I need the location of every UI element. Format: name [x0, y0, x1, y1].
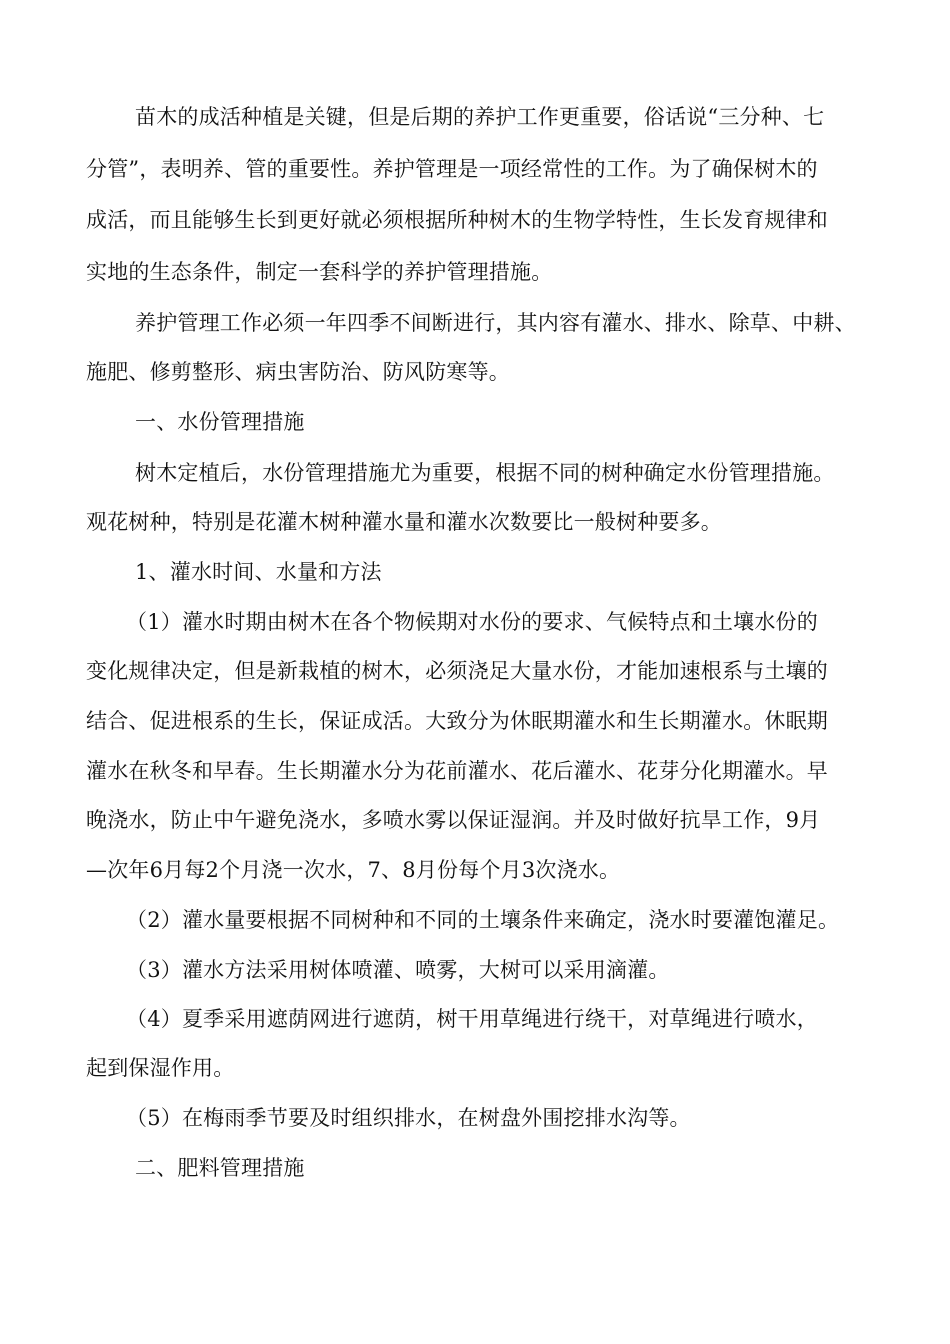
intro-line-3: 成活，而且能够生长到更好就必须根据所种树木的生物学特性，生长发育规律和 — [86, 208, 828, 232]
scope-line-2: 施肥、修剪整形、病虫害防治、防风防寒等。 — [86, 360, 510, 384]
section-1-heading: 一、水份管理措施 — [135, 410, 305, 434]
subsection-1-heading: 1、灌水时间、水量和方法 — [135, 560, 382, 584]
item-1-line-5: 晚浇水，防止中午避免浇水，多喷水雾以保证湿润。并及时做好抗旱工作，9月 — [86, 808, 821, 832]
section-2-heading: 二、肥料管理措施 — [135, 1156, 305, 1180]
intro-line-2: 分管”，表明养、管的重要性。养护管理是一项经常性的工作。为了确保树木的 — [86, 157, 818, 181]
item-1-line-3: 结合、促进根系的生长，保证成活。大致分为休眠期灌水和生长期灌水。休眠期 — [86, 709, 828, 733]
intro-line-1: 苗木的成活种植是关键，但是后期的养护工作更重要，俗话说“三分种、七 — [135, 105, 825, 129]
item-1-line-1: （1）灌水时期由树木在各个物候期对水份的要求、气候特点和土壤水份的 — [126, 610, 818, 634]
water-mgmt-line-1: 树木定植后，水份管理措施尤为重要，根据不同的树种确定水份管理措施。 — [135, 461, 835, 485]
water-mgmt-line-2: 观花树种，特别是花灌木树种灌水量和灌水次数要比一般树种要多。 — [86, 510, 722, 534]
item-1-line-4: 灌水在秋冬和早春。生长期灌水分为花前灌水、花后灌水、花芽分化期灌水。早 — [86, 759, 828, 783]
scope-line-1: 养护管理工作必须一年四季不间断进行，其内容有灌水、排水、除草、中耕、 — [135, 311, 856, 335]
item-3-line-1: （3）灌水方法采用树体喷灌、喷雾，大树可以采用滴灌。 — [126, 958, 670, 982]
item-4-line-2: 起到保湿作用。 — [86, 1056, 235, 1080]
item-4-line-1: （4）夏季采用遮荫网进行遮荫，树干用草绳进行绕干，对草绳进行喷水， — [126, 1007, 818, 1031]
item-2-line-1: （2）灌水量要根据不同树种和不同的土壤条件来确定，浇水时要灌饱灌足。 — [126, 908, 840, 932]
item-5-line-1: （5）在梅雨季节要及时组织排水，在树盘外围挖排水沟等。 — [126, 1106, 691, 1130]
item-1-line-6: —次年6月每2个月浇一次水，7、8月份每个月3次浇水。 — [86, 858, 621, 882]
item-1-line-2: 变化规律决定，但是新栽植的树木，必须浇足大量水份，才能加速根系与土壤的 — [86, 659, 828, 683]
intro-line-4: 实地的生态条件，制定一套科学的养护管理措施。 — [86, 260, 553, 284]
